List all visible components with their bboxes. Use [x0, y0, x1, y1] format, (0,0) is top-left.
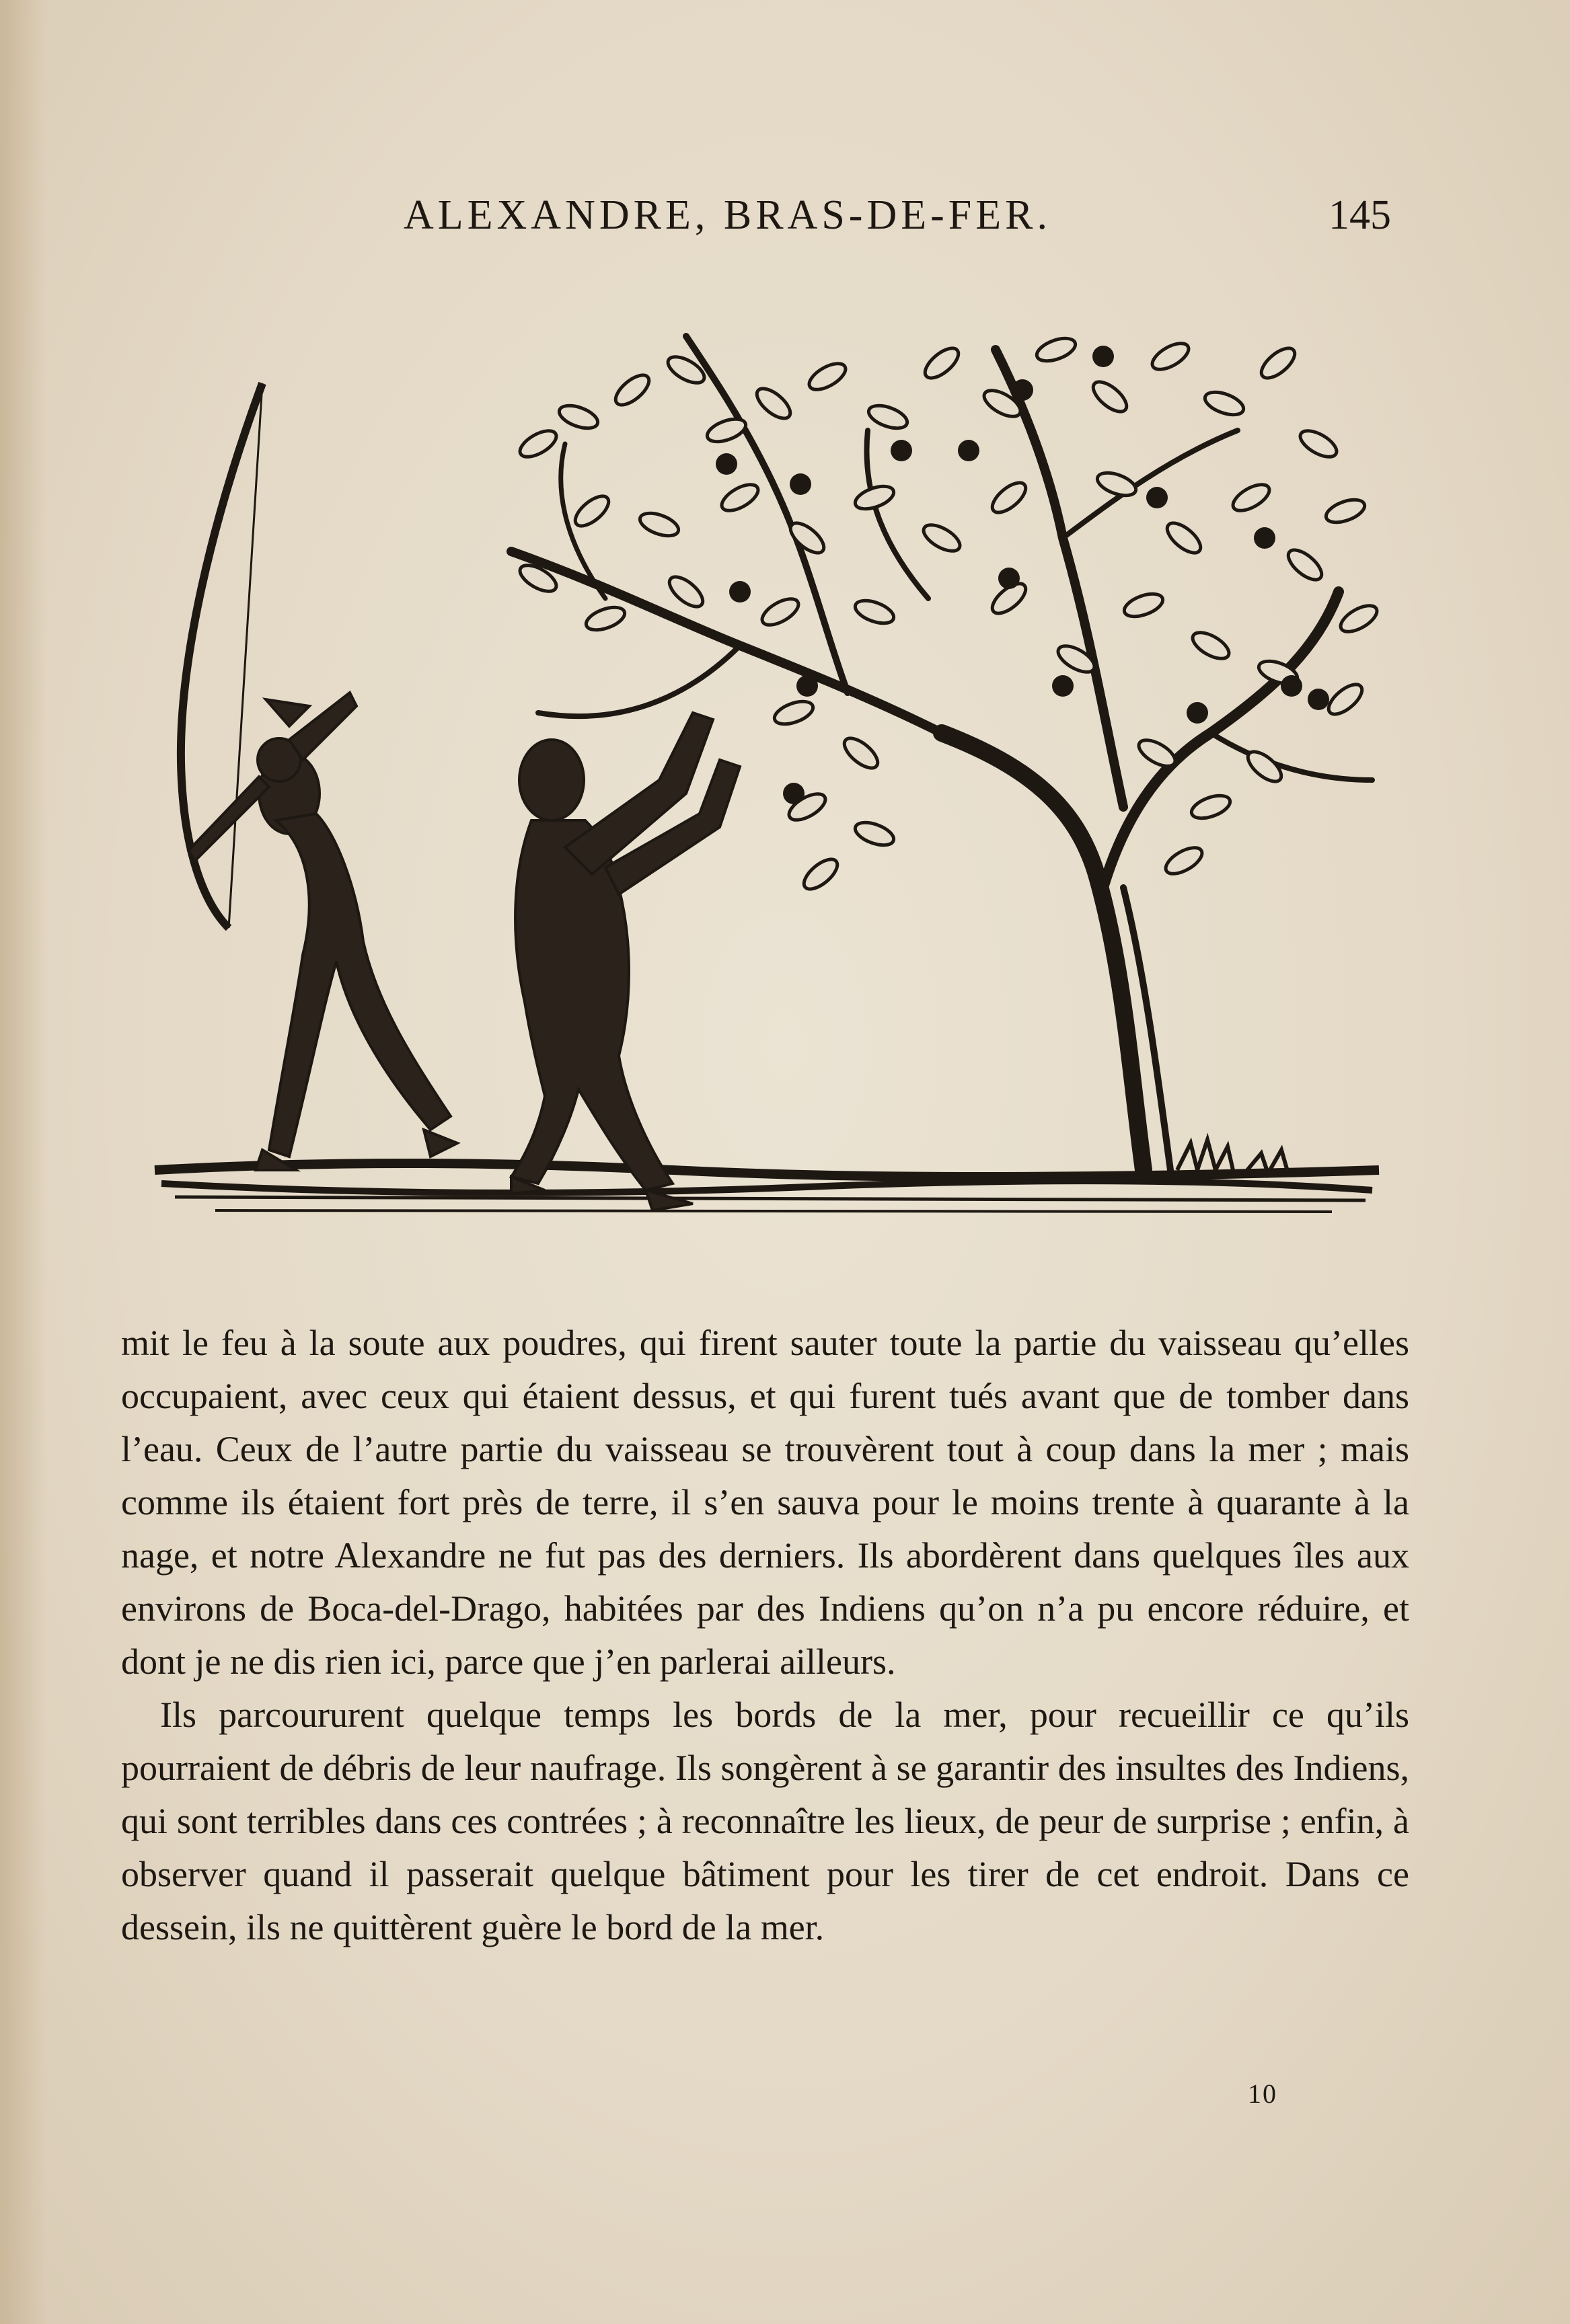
- ground-hatching: [155, 1140, 1379, 1212]
- picker-figure: [511, 713, 740, 1210]
- body-text: [121, 1317, 1409, 1954]
- tree: [511, 336, 1372, 1170]
- signature-mark: 10: [1248, 2079, 1277, 2109]
- engraving-illustration: [135, 296, 1399, 1251]
- archer-figure: [181, 383, 457, 1170]
- page-gutter-shadow: [0, 0, 47, 2324]
- running-head-title: ALEXANDRE, BRAS-DE-FER.: [404, 192, 1051, 238]
- page-number: 145: [1329, 192, 1391, 238]
- paragraph-2: Ils parcoururent quelque temps les bords de la mer, pour recueillir ce qu’ils pourraient de débris de leur naufrage. Ils songèrent à se garantir des insultes des Indiens, qui sont terribles dans ces contrées ; à reconnaître les lieux, de peur de surprise ; enfin, à observer quand il passerait quelque bâtiment pour les tirer de cet endroit. Dans ce dessein, ils ne quittèrent guère le bord de la mer.: [121, 1695, 1409, 1947]
- paragraph-1: mit le feu à la soute aux poudres, qui firent sauter toute la partie du vaisseau qu’elles occupaient, avec ceux qui étaient dessus, et qui furent tués avant que de tomber dans l’eau. Ceux de l’autre partie du vaisseau se trouvèrent tout à coup dans la mer ; mais comme ils étaient fort près de terre, il s’en sauva pour le moins trente à quarante à la nage, et notre Alexandre ne fut pas des derniers. Ils abordèrent dans quelques îles aux environs de Boca-del-Drago, habitées par des Indiens qu’on n’a pu encore réduire, et dont je ne dis rien ici, parce que j’en parlerai ailleurs.: [121, 1323, 1409, 1682]
